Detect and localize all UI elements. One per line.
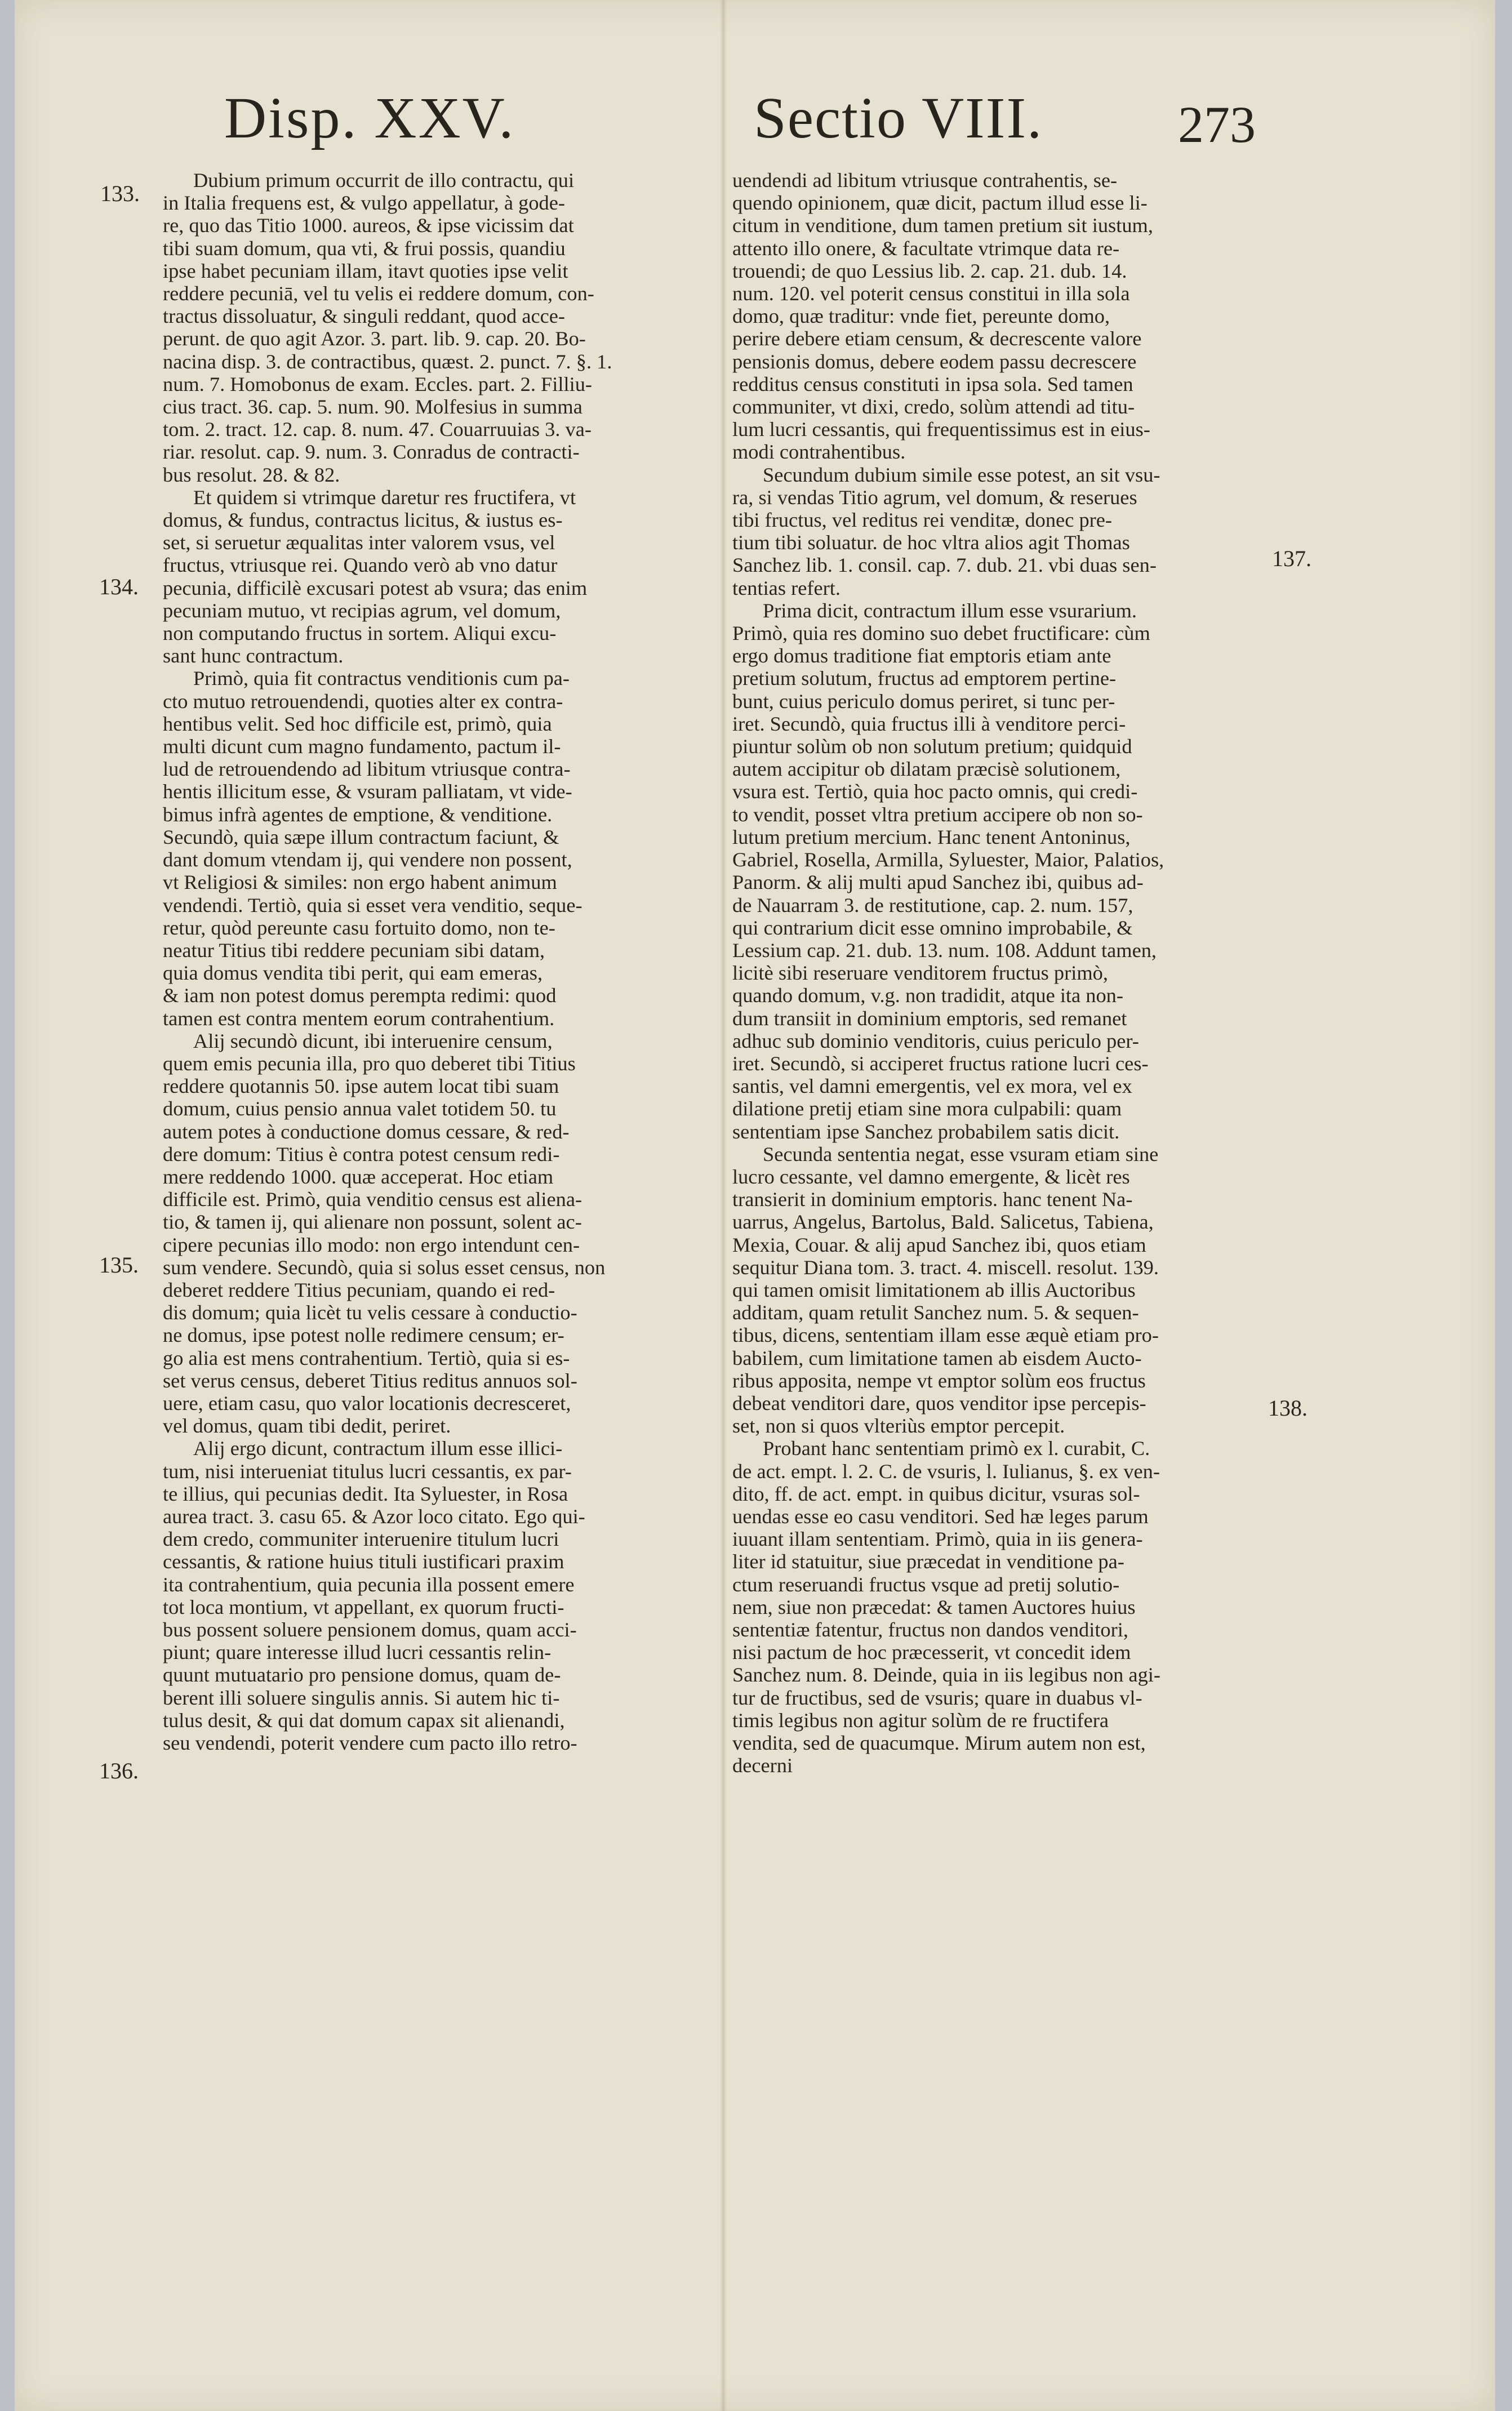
paragraph: Probant hanc sententiam primò ex l. curabit, C. de act. empt. l. 2. C. de vsuris, l. Iulianus, §. ex ven- dito, ff. de act. empt. in quibus dicitur, vsuras sol- uendas esse eo casu venditori. Sed hæ leges parum iuuant illam sententiam. Primò, quia in iis genera- liter id statuitur, siue præcedat in venditione pa- ctum reseruandi fructus vsque ad pretij solutio- nem, siue non præcedat: & tamen Auctores huius sententiæ fatentur, fructus non dandos venditori, nisi pactum de hoc præcesserit, vt concedit idem Sanchez num. 8. Deinde, quia in iis legibus non agi- tur de fructibus, sed de vsuris; quare in duabus vl- timis legibus non agitur solùm de re fructifera vendita, sed de quacumque. Mirum autem non est, decerni <box>732 1437 1161 1777</box>
running-head-section: Sectio VIII. <box>754 86 1043 150</box>
book-page <box>15 0 1495 2411</box>
column-gutter <box>720 0 727 2411</box>
paragraph: Secunda sententia negat, esse vsuram etiam sine lucro cessante, vel damno emergente, & licèt res transierit in dominium emptoris. hanc tenent Na- uarrus, Angelus, Bartolus, Bald. Salicetus, Tabiena, Mexia, Couar. & alij apud Sanchez ibi, quos etiam sequitur Diana tom. 3. tract. 4. miscell. resolut. 139. qui tamen omisit limitationem ab illis Auctoribus additam, quam retulit Sanchez num. 5. & sequen- tibus, dicens, sententiam illam esse æquè etiam pro- babilem, cum limitatione tamen ab eisdem Aucto- ribus apposita, nempe vt emptor solùm eos fructus debeat venditori dare, quos venditor ipse percepis- set, non si quos vlteriùs emptor percepit. <box>732 1142 1159 1438</box>
margin-number-135: 135. <box>99 1252 139 1278</box>
margin-number-134: 134. <box>99 574 139 599</box>
right-text-column <box>732 169 1256 1777</box>
paragraph: uendendi ad libitum vtriusque contrahentis, se- quendo opinionem, quæ dicit, pactum illud esse li- citum in venditione, dum tamen pretium sit iustum, attento illo onere, & facultate vtrimque data re- trouendi; de quo Lessius lib. 2. cap. 21. dub. 14. num. 120. vel poterit census constitui in illa sola domo, quæ traditur: vnde fiet, pereunte domo, perire debere etiam censum, & decrescente valore pensionis domus, debere eodem passu decrescere redditus census constituti in ipsa sola. Sed tamen communiter, vt dixi, credo, solùm attendi ad titu- lum lucri cessantis, qui frequentissimus est in eius- modi contrahentibus. <box>732 169 1153 464</box>
paragraph: Alij ergo dicunt, contractum illum esse illici- tum, nisi interueniat titulus lucri cessantis, ex par- te illius, qui pecunias dedit. Ita Syluester, in Rosa aurea tract. 3. casu 65. & Azor loco citato. Ego qui- dem credo, communiter interuenire titulum lucri cessantis, & ratione huius tituli iustificari praxim ita contrahentium, quia pecunia illa possent emere tot loca montium, vt appellant, ex quorum fructi- bus possent soluere pensionem domus, quam acci- piunt; quare interesse illud lucri cessantis relin- quunt mutuatario pro pensione domus, quam de- berent illi soluere singulis annis. Si autem hic ti- tulus desit, & qui dat domum capax sit alienandi, seu vendendi, poterit vendere cum pacto illo retro- <box>163 1437 585 1755</box>
running-head-disputation: Disp. XXV. <box>224 86 515 150</box>
paragraph: Primò, quia fit contractus venditionis cum pa- cto mutuo retrouendendi, quoties alter ex contra- hentibus velit. Sed hoc difficile est, primò, quia multi dicunt cum magno fundamento, pactum il- lud de retrouendendo ad libitum vtriusque contra- hentis illicitum esse, & vsuram palliatam, vt vide- bimus infrà agentes de emptione, & venditione. Secundò, quia sæpe illum contractum faciunt, & dant domum vtendam ij, qui vendere non possent, vt Religiosi & similes: non ergo habent animum vendendi. Tertiò, quia si esset vera venditio, seque- retur, quòd pereunte casu fortuito domo, non te- neatur Titius tibi reddere pecuniam sibi datam, quia domus vendita tibi perit, qui eam emeras, & iam non potest domus perempta redimi: quod tamen est contra mentem eorum contrahentium. <box>163 667 582 1030</box>
paragraph: Dubium primum occurrit de illo contractu, qui in Italia frequens est, & vulgo appellatur, à gode- re, quo das Titio 1000. aureos, & ipse vicissim dat tibi suam domum, qua vti, & frui possis, quandiu ipse habet pecuniam illam, itavt quoties ipse velit reddere pecuniā, vel tu velis ei reddere domum, con- tractus dissoluatur, & singuli reddant, quod acce- perunt. de quo agit Azor. 3. part. lib. 9. cap. 20. Bo- nacina disp. 3. de contractibus, quæst. 2. punct. 7. §. 1. num. 7. Homobonus de exam. Eccles. part. 2. Filliu- cius tract. 36. cap. 5. num. 90. Molfesius in summa tom. 2. tract. 12. cap. 8. num. 47. Couarruuias 3. va- riar. resolut. cap. 9. num. 3. Conradus de contracti- bus resolut. 28. & 82. <box>163 169 612 486</box>
margin-number-133: 133. <box>100 181 140 206</box>
paragraph: Alij secundò dicunt, ibi interuenire censum, quem emis pecunia illa, pro quo deberet tibi Titius reddere quotannis 50. ipse autem locat tibi suam domum, cuius pensio annua valet totidem 50. tu autem potes à conductione domus cessare, & red- dere domum: Titius è contra potest censum redi- mere reddendo 1000. quæ acceperat. Hoc etiam difficile est. Primò, quia venditio census est aliena- tio, & tamen ij, qui alienare non possunt, solent ac- cipere pecunias illo modo: non ergo intendunt cen- sum vendere. Secundò, quia si solus esset census, non deberet reddere Titius pecuniam, quando ei red- dis domum; quia licèt tu velis cessare à conductio- ne domus, ipse potest nolle redimere censum; er- go alia est mens contrahentium. Tertiò, quia si es- set verus census, deberet Titius reditus annuos sol- uere, etiam casu, quo valor locationis decresceret, vel domus, quam tibi dedit, periret. <box>163 1029 606 1438</box>
paragraph: Et quidem si vtrimque daretur res fructifera, vt domus, & fundus, contractus licitus, & iustus es- set, si seruetur æqualitas inter valorem vsus, vel fructus, vtriusque rei. Quando verò ab vno datur pecunia, difficilè excusari potest ab vsura; das enim pecuniam mutuo, vt recipias agrum, vel domum, non computando fructus in sortem. Aliqui excu- sant hunc contractum. <box>163 486 588 668</box>
margin-number-136: 136. <box>99 1758 139 1783</box>
paragraph: Prima dicit, contractum illum esse vsurarium. Primò, quia res domino suo debet fructificare: cùm ergo domus traditione fiat emptoris etiam ante pretium solutum, fructus ad emptorem pertine- bunt, cuius periculo domus periret, si tunc per- iret. Secundò, quia fructus illi à venditore perci- piuntur solùm ob non solutum pretium; quidquid autem accipitur ob dilatam præcisè solutionem, vsura est. Tertiò, quia hoc pacto omnis, qui credi- to vendit, posset vltra pretium accipere ob non so- lutum pretium mercium. Hanc tenent Antoninus, Gabriel, Rosella, Armilla, Syluester, Maior, Palatios, Panorm. & alij multi apud Sanchez ibi, quibus ad- de Nauarram 3. de restitutione, cap. 2. num. 157, qui contrarium dicit esse omnino improbabile, & Lessium cap. 21. dub. 13. num. 108. Addunt tamen, licitè sibi reseruare venditorem fructus primò, quando domum, v.g. non tradidit, atque ita non- dum transiit in dominium emptoris, sed remanet adhuc sub dominio venditoris, cuius periculo per- iret. Secundò, si acciperet fructus ratione lucri ces- santis, vel damni emergentis, vel ex mora, vel ex dilatione pretij etiam sine mora culpabili: quam sententiam ipse Sanchez probabilem satis dicit. <box>732 599 1164 1143</box>
margin-number-137: 137. <box>1272 546 1311 571</box>
paragraph: Secundum dubium simile esse potest, an sit vsu- ra, si vendas Titio agrum, vel domum, & reserues tibi fructus, vel reditus rei venditæ, donec pre- tium tibi soluatur. de hoc vltra alios agit Thomas Sanchez lib. 1. consil. cap. 7. dub. 21. vbi duas sen- tentias refert. <box>732 463 1160 599</box>
page-number: 273 <box>1178 96 1256 153</box>
margin-number-138: 138. <box>1268 1395 1308 1421</box>
left-text-column <box>163 169 687 1754</box>
